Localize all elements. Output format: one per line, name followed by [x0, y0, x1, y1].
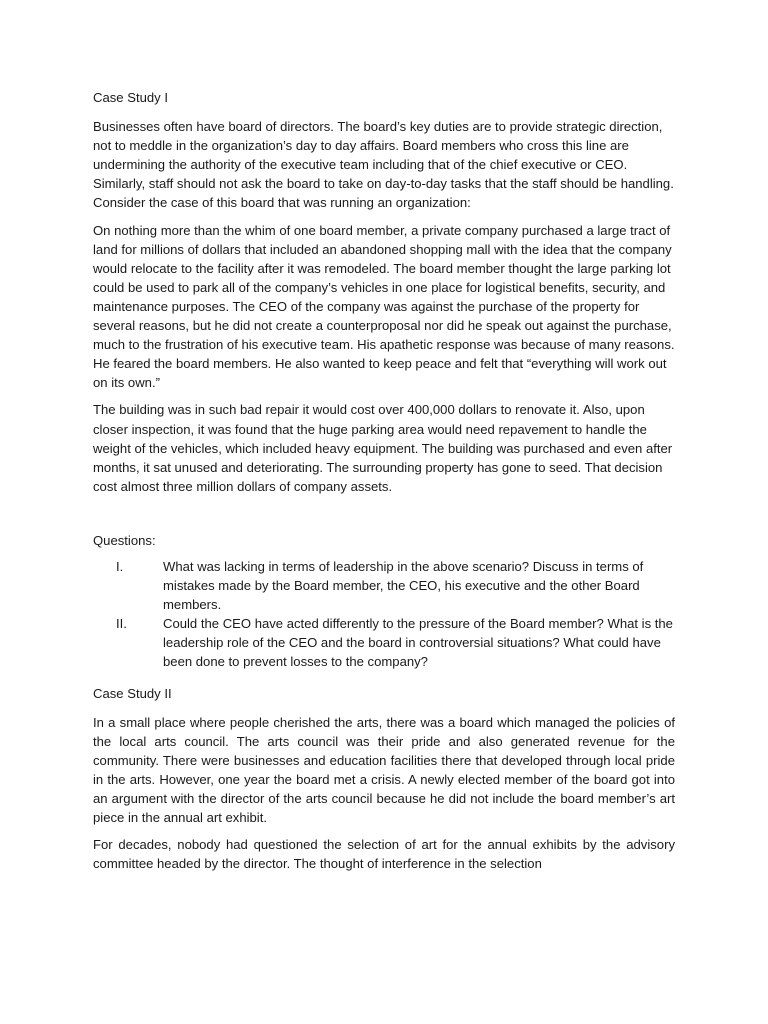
case-study-2-paragraph-1: In a small place where people cherished the arts, there was a board which managed the policies of the local arts council. The arts council was their pride and also generated revenue for the community. There were businesses and education facilities there that developed through local pride in the arts. However, one year the board met a crisis. A newly elected member of the board got into an argument with the director of the arts council because he did not include the board member’s art piece in the annual art exhibit. [93, 714, 675, 826]
case-study-2-title: Case Study II [93, 685, 172, 701]
question-item [93, 557, 675, 614]
case-study-1-title: Case Study I [93, 90, 168, 105]
questions-list [93, 557, 675, 672]
question-item [93, 614, 675, 671]
question-text: Could the CEO have acted differently to the pressure of the Board member? What is the leadership role of the CEO and the board in controversial situations? What could have been done to prevent losses to the company? [163, 616, 673, 670]
questions-title: Questions: [93, 532, 156, 548]
case-study-1-paragraph-2: On nothing more than the whim of one board member, a private company purchased a large tract of land for millions of dollars that included an abandoned shopping mall with the idea that the company would relocate to the facility after it was remodeled. The board member thought the large parking lot could be used to park all of the company’s vehicles in one place for logistical benefits, security, and maintenance purposes. The CEO of the company was against the purchase of the property for several reasons, but he did not create a counterproposal nor did he speak out against the purchase, much to the frustration of his executive team. His apathetic response was because of many reasons. He feared the board members. He also wanted to keep peace and felt that “everything will work out on its own.” [93, 222, 675, 391]
section-spacer [93, 504, 675, 531]
document-page [93, 88, 675, 881]
case-study-1-paragraph-1: Businesses often have board of directors. The board’s key duties are to provide strategic direction, not to meddle in the organization’s day to day affairs. Board members who cross this line are undermining the authority of the executive team including that of the chief executive or CEO. Similarly, staff should not ask the board to take on day-to-day tasks that the staff should be handling. Consider the case of this board that was running an organization: [93, 119, 674, 211]
question-number: I. [116, 558, 124, 574]
question-text: What was lacking in terms of leadership in the above scenario? Discuss in terms of mistakes made by the Board member, the CEO, his executive and the other Board members. [163, 558, 644, 613]
case-study-2-paragraph-2: For decades, nobody had questioned the selection of art for the annual exhibits by the advisory committee headed by the director. The thought of interference in the selection [93, 837, 675, 872]
question-number: II. [116, 616, 127, 632]
case-study-1-paragraph-3: The building was in such bad repair it would cost over 400,000 dollars to renovate it. Also, upon closer inspection, it was found that the huge parking area would need repavement to handle the weight of the vehicles, which included heavy equipment. The building was purchased and even after months, it sat unused and deteriorating. The surrounding property has gone to seed. That decision cost almost three million dollars of company assets. [93, 402, 673, 494]
